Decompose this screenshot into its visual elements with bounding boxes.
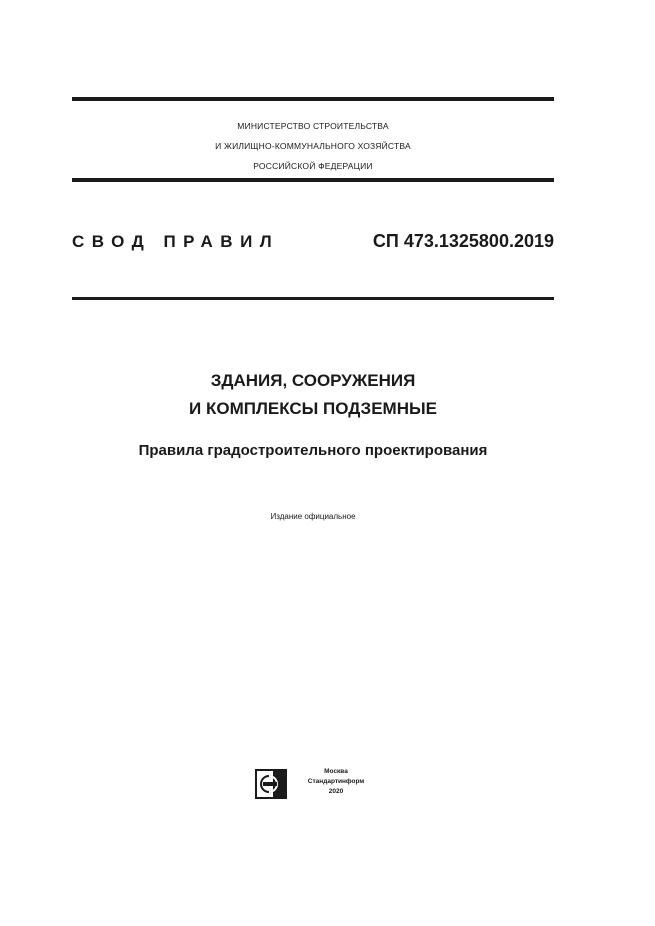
imprint-city: Москва — [324, 768, 348, 775]
document-title — [72, 367, 554, 423]
document-subtitle: Правила градостроительного проектирования — [138, 442, 488, 459]
document-type-label: СВОД ПРАВИЛ — [72, 232, 280, 251]
imprint — [296, 767, 376, 797]
ministry-line-1: МИНИСТЕРСТВО СТРОИТЕЛЬСТВА — [237, 121, 389, 131]
edition-note: Издание официальное — [270, 512, 356, 521]
imprint-year: 2020 — [328, 788, 344, 795]
title-line-1: ЗДАНИЯ, СООРУЖЕНИЯ — [210, 371, 416, 390]
title-line-2: И КОМПЛЕКСЫ ПОДЗЕМНЫЕ — [189, 399, 437, 418]
ministry-line-2: И ЖИЛИЩНО-КОММУНАЛЬНОГО ХОЗЯЙСТВА — [215, 141, 411, 151]
ministry-bottom-rule — [72, 178, 554, 182]
imprint-publisher: Стандартинформ — [307, 778, 365, 785]
top-rule — [72, 97, 554, 101]
document-code: СП 473.1325800.2019 — [372, 231, 554, 251]
standartinform-logo-icon — [255, 769, 287, 799]
ministry-line-3: РОССИЙСКОЙ ФЕДЕРАЦИИ — [253, 161, 373, 171]
code-bottom-rule — [72, 297, 554, 300]
ministry-header — [72, 116, 554, 176]
